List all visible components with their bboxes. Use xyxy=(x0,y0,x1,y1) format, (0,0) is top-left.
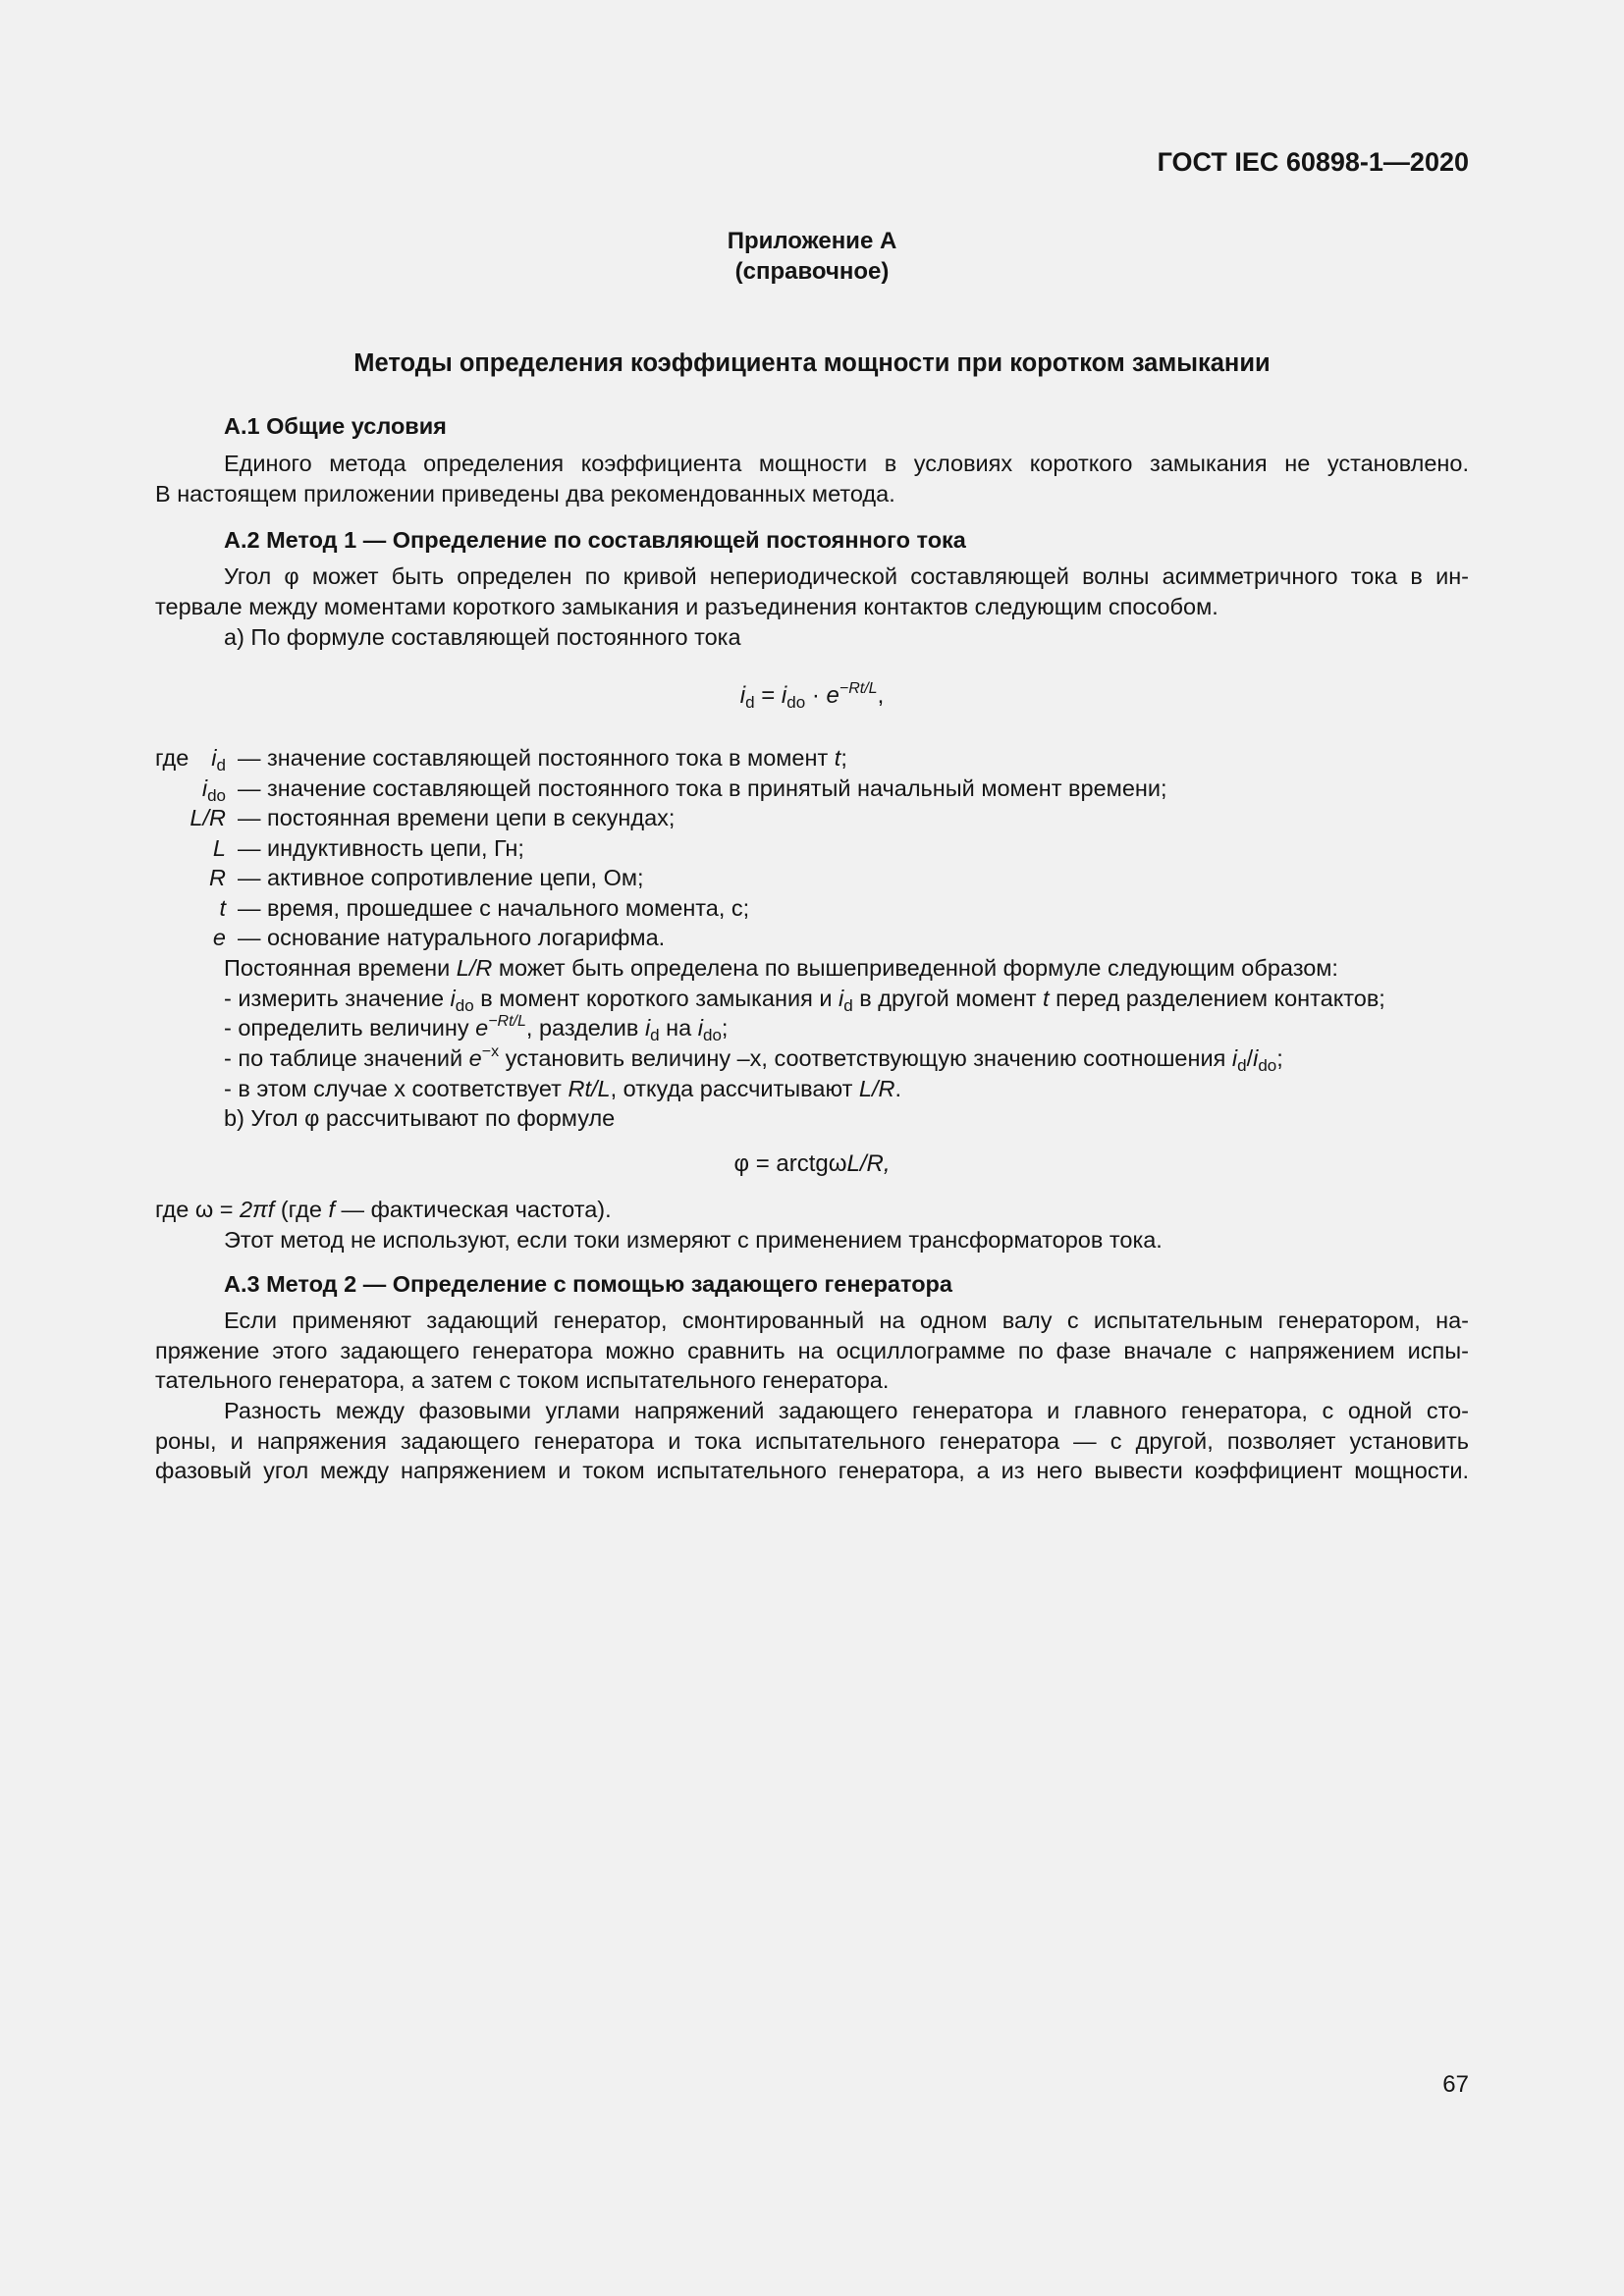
definition-symbol: R xyxy=(209,865,226,890)
definition-text: — постоянная времени цепи в секундах; xyxy=(238,805,676,830)
step-1: - измерить значение $i_{do}$ в момент короткого замыкания и $i_d$ в другой момент t перед разделением контактов; xyxy=(224,986,1385,1015)
text-line: тервале между моментами короткого замыкания и разъединения контактов следующим способом. xyxy=(155,593,1218,619)
annex-title: Приложение А xyxy=(727,228,897,254)
method-note: Этот метод не используют, если токи измеряют с применением трансформаторов тока. xyxy=(224,1227,1163,1253)
definition-text: — значение составляющей постоянного тока в принятый начальный момент времени; xyxy=(238,774,1167,801)
step-3: - по таблице значений $e^{-x}$ установить величину –x, соответствующую значению соотношения $i_d/i_{do}$; xyxy=(224,1043,1283,1075)
formula-dc-component: $i_d = i_{do} \cdot e^{-Rt/L}$, xyxy=(739,680,885,712)
step-2: - определить величину $e^{-Rt/L}$, разделив $i_d$ на $i_{do}$; xyxy=(224,1013,729,1044)
definition-symbol: L xyxy=(212,834,226,861)
annex-main-title: Методы определения коэффициента мощности при коротком замыкании xyxy=(353,349,1271,377)
definition-symbol: e xyxy=(212,925,226,950)
where-label: где xyxy=(155,745,189,771)
text-line: Угол φ может быть определен по кривой непериодической составляющей волны асимметричного тока в ин- xyxy=(224,563,1469,589)
definition-text: — основание натурального логарифма. xyxy=(238,925,666,950)
step-4: - в этом случае x соответствует Rt/L, откуда рассчитывают L/R. xyxy=(224,1076,901,1101)
definition-text: — индуктивность цепи, Гн; xyxy=(238,834,524,861)
page-number: 67 xyxy=(1442,2071,1469,2098)
section-a2-intro xyxy=(155,561,1469,621)
text-line: Разность между фазовыми углами напряжений задающего генератора и главного генератора, с одной сто- xyxy=(224,1398,1469,1423)
formula-phase-angle: φ = arctgωL/R, xyxy=(733,1150,891,1177)
section-a2-heading: А.2 Метод 1 — Определение по составляющей постоянного тока xyxy=(224,527,966,553)
item-b: b) Угол φ рассчитывают по формуле xyxy=(224,1105,616,1131)
definition-text: — значение составляющей постоянного тока в момент t; xyxy=(238,745,847,771)
definition-symbol: L/R xyxy=(189,805,226,830)
text-line: Единого метода определения коэффициента мощности в условиях короткого замыкания не установлено. xyxy=(224,451,1469,476)
annex-status: (справочное) xyxy=(734,258,890,285)
annex-heading xyxy=(0,226,1624,287)
definition-symbol: $i_{do}$ xyxy=(201,774,226,805)
text-line: роны, и напряжения задающего генератора и тока испытательного генератора — с другой, позволяет установить xyxy=(155,1427,1469,1454)
definition-symbol: t xyxy=(219,894,226,921)
section-a1-paragraph xyxy=(155,449,1469,508)
text-line: тательного генератора, а затем с током испытательного генератора. xyxy=(155,1367,890,1393)
time-constant-intro: Постоянная времени L/R может быть определена по вышеприведенной формуле следующим образом: xyxy=(224,955,1338,981)
section-a1-heading: А.1 Общие условия xyxy=(224,413,447,439)
omega-definition: где ω = 2πf (где f — фактическая частота). xyxy=(155,1197,612,1222)
item-a: а) По формуле составляющей постоянного тока xyxy=(224,624,741,650)
text-line: фазовый угол между напряжением и током испытательного генератора, а из него вывести коэффициент мощности. xyxy=(155,1458,1469,1483)
section-a3-paragraph-2 xyxy=(155,1396,1469,1486)
definition-symbol: $i_d$ xyxy=(211,745,226,774)
section-a3-paragraph-1 xyxy=(155,1306,1469,1396)
definition-text: — время, прошедшее с начального момента, с; xyxy=(238,894,750,921)
text-line: Если применяют задающий генератор, смонтированный на одном валу с испытательным генератором, на- xyxy=(224,1308,1469,1333)
definition-text: — активное сопротивление цепи, Ом; xyxy=(238,865,644,890)
section-a3-heading: А.3 Метод 2 — Определение с помощью задающего генератора xyxy=(224,1271,952,1297)
document-code: ГОСТ IEC 60898-1—2020 xyxy=(1157,147,1469,177)
text-line: пряжение этого задающего генератора можно сравнить на осциллограмме по фазе вначале с напряжением испы- xyxy=(155,1337,1469,1363)
text-line: В настоящем приложении приведены два рекомендованных метода. xyxy=(155,480,895,507)
